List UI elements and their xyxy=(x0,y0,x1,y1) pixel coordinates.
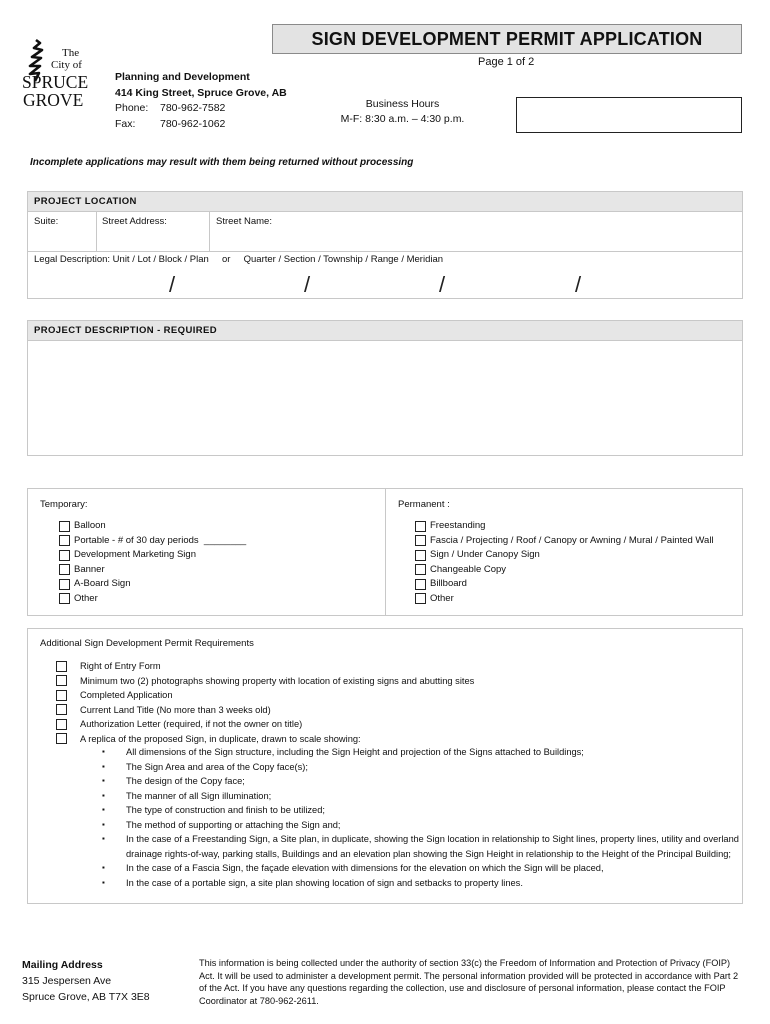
requirement-item[interactable] xyxy=(56,688,474,703)
suite-field[interactable]: Suite: xyxy=(34,216,59,227)
bullet-icon: ▪ xyxy=(102,863,105,872)
mailing-address-line2: Spruce Grove, AB T7X 3E8 xyxy=(22,991,150,1003)
checkbox[interactable] xyxy=(415,564,426,575)
requirement-label: Completed Application xyxy=(80,690,173,700)
temporary-option[interactable] xyxy=(59,534,246,549)
bullet-icon: ▪ xyxy=(102,834,105,843)
requirement-label: Current Land Title (No more than 3 weeks old) xyxy=(80,704,271,715)
divider xyxy=(209,212,210,252)
checkbox[interactable] xyxy=(56,661,67,672)
bullet-icon: ▪ xyxy=(102,761,105,771)
foip-notice: This information is being collected under the authority of section 33(c) the Freedom of Information and Protection of Privacy (FOIP) Act. It will be used to administer a development permit. The personal information provided will be protected in accordance with Part 2 of the Act. If you have any questions regarding the collection, use and disclosure of personal information, please contact the FOIP Coordinator at 780-962-2611. xyxy=(199,958,739,1006)
detail-text: All dimensions of the Sign structure, including the Sign Height and projection of the Signs attached to Buildings; xyxy=(126,747,584,757)
detail-text: The manner of all Sign illumination; xyxy=(126,790,272,801)
bullet-icon: ▪ xyxy=(102,819,105,829)
option-label: Billboard xyxy=(430,578,467,589)
requirement-label: Authorization Letter (required, if not the owner on title) xyxy=(80,719,303,729)
temporary-option[interactable] xyxy=(59,563,246,578)
requirements-section xyxy=(27,628,743,904)
office-use-box[interactable] xyxy=(516,97,742,133)
option-label: Fascia / Projecting / Roof / Canopy or Awning / Mural / Painted Wall xyxy=(430,534,714,546)
requirement-item[interactable] xyxy=(56,732,474,747)
logo-spruce: SPRUCE xyxy=(22,72,89,92)
mailing-address-line1: 315 Jespersen Ave xyxy=(22,975,112,987)
detail-bullet xyxy=(102,832,742,861)
checkbox[interactable] xyxy=(59,521,70,532)
business-hours-value: M-F: 8:30 a.m. – 4:30 p.m. xyxy=(340,113,465,125)
detail-text: The Sign Area and area of the Copy face(s); xyxy=(126,761,308,772)
bullet-icon: ▪ xyxy=(102,805,105,814)
form-title-bar xyxy=(272,24,742,54)
bullet-icon: ▪ xyxy=(102,747,105,756)
permanent-option[interactable] xyxy=(415,519,714,534)
fax-row xyxy=(115,117,287,133)
checkbox[interactable] xyxy=(59,579,70,590)
permanent-option[interactable] xyxy=(415,548,714,563)
checkbox[interactable] xyxy=(56,719,67,730)
requirement-item[interactable] xyxy=(56,659,474,674)
temporary-option[interactable] xyxy=(59,592,246,607)
checkbox[interactable] xyxy=(56,704,67,715)
address-row xyxy=(28,212,742,252)
requirement-item[interactable] xyxy=(56,703,474,718)
requirement-label: Right of Entry Form xyxy=(80,661,161,671)
mailing-address xyxy=(22,957,150,1005)
temporary-option[interactable] xyxy=(59,577,246,592)
legal-separator: / xyxy=(304,272,311,297)
checkbox[interactable] xyxy=(415,579,426,590)
project-location-heading: PROJECT LOCATION xyxy=(28,192,742,212)
checkbox[interactable] xyxy=(56,733,67,744)
temporary-list xyxy=(59,519,246,606)
option-label: Development Marketing Sign xyxy=(74,549,196,560)
phone-label: Phone: xyxy=(115,102,149,114)
project-description-input[interactable] xyxy=(28,341,742,455)
option-label: A-Board Sign xyxy=(74,578,131,589)
detail-text: The method of supporting or attaching the Sign and; xyxy=(126,819,341,830)
detail-bullet xyxy=(102,745,742,760)
detail-bullet xyxy=(102,760,742,775)
temporary-title: Temporary: xyxy=(40,499,88,510)
permanent-title: Permanent : xyxy=(398,499,450,510)
option-label: Freestanding xyxy=(430,520,486,531)
fax-number: 780-962-1062 xyxy=(160,117,226,130)
checkbox[interactable] xyxy=(415,550,426,561)
project-description-section xyxy=(27,320,743,456)
legal-separator: / xyxy=(439,272,446,297)
detail-text: In the case of a Fascia Sign, the façade elevation with dimensions for the elevation on which the Sign will be placed, xyxy=(126,863,604,873)
temporary-option[interactable] xyxy=(59,548,246,563)
detail-bullet xyxy=(102,818,742,833)
logo-grove: GROVE xyxy=(23,90,84,110)
detail-bullet xyxy=(102,876,742,891)
sign-replica-details xyxy=(102,745,742,890)
permanent-option[interactable] xyxy=(415,592,714,607)
option-label: Changeable Copy xyxy=(430,563,507,575)
detail-bullet xyxy=(102,861,742,876)
street-name-field[interactable]: Street Name: xyxy=(216,216,272,227)
permanent-list xyxy=(415,519,714,606)
option-label: Banner xyxy=(74,563,105,575)
spruce-tree-icon xyxy=(20,36,92,128)
detail-bullet xyxy=(102,774,742,789)
city-logo xyxy=(20,36,92,128)
bullet-icon: ▪ xyxy=(102,877,105,887)
contact-block xyxy=(115,70,287,132)
detail-bullet xyxy=(102,803,742,818)
department-address: 414 King Street, Spruce Grove, AB xyxy=(115,86,287,99)
checkbox[interactable] xyxy=(59,550,70,561)
option-label: Balloon xyxy=(74,520,106,531)
project-description-heading: PROJECT DESCRIPTION - REQUIRED xyxy=(28,321,742,341)
phone-number: 780-962-7582 xyxy=(160,102,226,114)
requirements-title: Additional Sign Development Permit Requirements xyxy=(40,638,254,649)
option-label: Other xyxy=(430,592,454,604)
legal-description-field[interactable]: Legal Description: Unit / Lot / Block / Plan or Quarter / Section / Township / Range / Meridian xyxy=(34,254,444,265)
temporary-option[interactable] xyxy=(59,519,246,534)
checkbox[interactable] xyxy=(59,593,70,604)
checkbox[interactable] xyxy=(415,535,426,546)
fax-label: Fax: xyxy=(115,117,136,130)
option-label: Sign / Under Canopy Sign xyxy=(430,549,540,560)
phone-row xyxy=(115,101,287,117)
checkbox[interactable] xyxy=(56,690,67,701)
department-name: Planning and Development xyxy=(115,71,250,83)
form-title: SIGN DEVELOPMENT PERMIT APPLICATION xyxy=(311,28,703,49)
detail-bullet xyxy=(102,789,742,804)
sign-type-section xyxy=(27,488,743,616)
requirement-label: A replica of the proposed Sign, in duplicate, drawn to scale showing: xyxy=(80,733,361,744)
checkbox[interactable] xyxy=(59,535,70,546)
project-location-section xyxy=(27,191,743,299)
detail-text: In the case of a Freestanding Sign, a Site plan, in duplicate, showing the Sign location in relationship to Sight lines, property lines, utility and overland drainage rights-of-way, parking stalls, Buildings and an elevation plan showing the Sign Height in relationship to the Height of the Principal Building; xyxy=(126,834,739,859)
requirement-item[interactable] xyxy=(56,674,474,689)
column-divider xyxy=(385,489,386,615)
incomplete-warning: Incomplete applications may result with them being returned without processing xyxy=(30,157,414,168)
detail-text: The type of construction and finish to be utilized; xyxy=(126,805,325,815)
permanent-option[interactable] xyxy=(415,563,714,578)
requirement-label: Minimum two (2) photographs showing property with location of existing signs and abutting sites xyxy=(80,675,475,686)
checkbox[interactable] xyxy=(56,675,67,686)
bullet-icon: ▪ xyxy=(102,776,105,785)
logo-the: The xyxy=(62,47,80,59)
requirement-item[interactable] xyxy=(56,717,474,732)
bullet-icon: ▪ xyxy=(102,790,105,800)
detail-text: The design of the Copy face; xyxy=(126,776,245,786)
business-hours xyxy=(330,97,475,127)
legal-separator: / xyxy=(575,272,582,297)
divider xyxy=(96,212,97,252)
permanent-option[interactable] xyxy=(415,534,714,549)
checkbox[interactable] xyxy=(415,521,426,532)
checkbox[interactable] xyxy=(59,564,70,575)
street-address-field[interactable]: Street Address: xyxy=(102,216,167,227)
logo-city-of: City of xyxy=(51,59,82,71)
option-label: Portable - # of 30 day periods ________ xyxy=(74,534,247,546)
page-indicator: Page 1 of 2 xyxy=(478,56,535,68)
mailing-address-label: Mailing Address xyxy=(22,959,103,971)
requirements-checklist xyxy=(56,659,474,746)
option-label: Other xyxy=(74,592,98,604)
checkbox[interactable] xyxy=(415,593,426,604)
detail-text: In the case of a portable sign, a site plan showing location of sign and setbacks to property lines. xyxy=(126,877,523,888)
business-hours-label: Business Hours xyxy=(365,98,440,110)
permanent-option[interactable] xyxy=(415,577,714,592)
legal-separator: / xyxy=(169,272,176,297)
